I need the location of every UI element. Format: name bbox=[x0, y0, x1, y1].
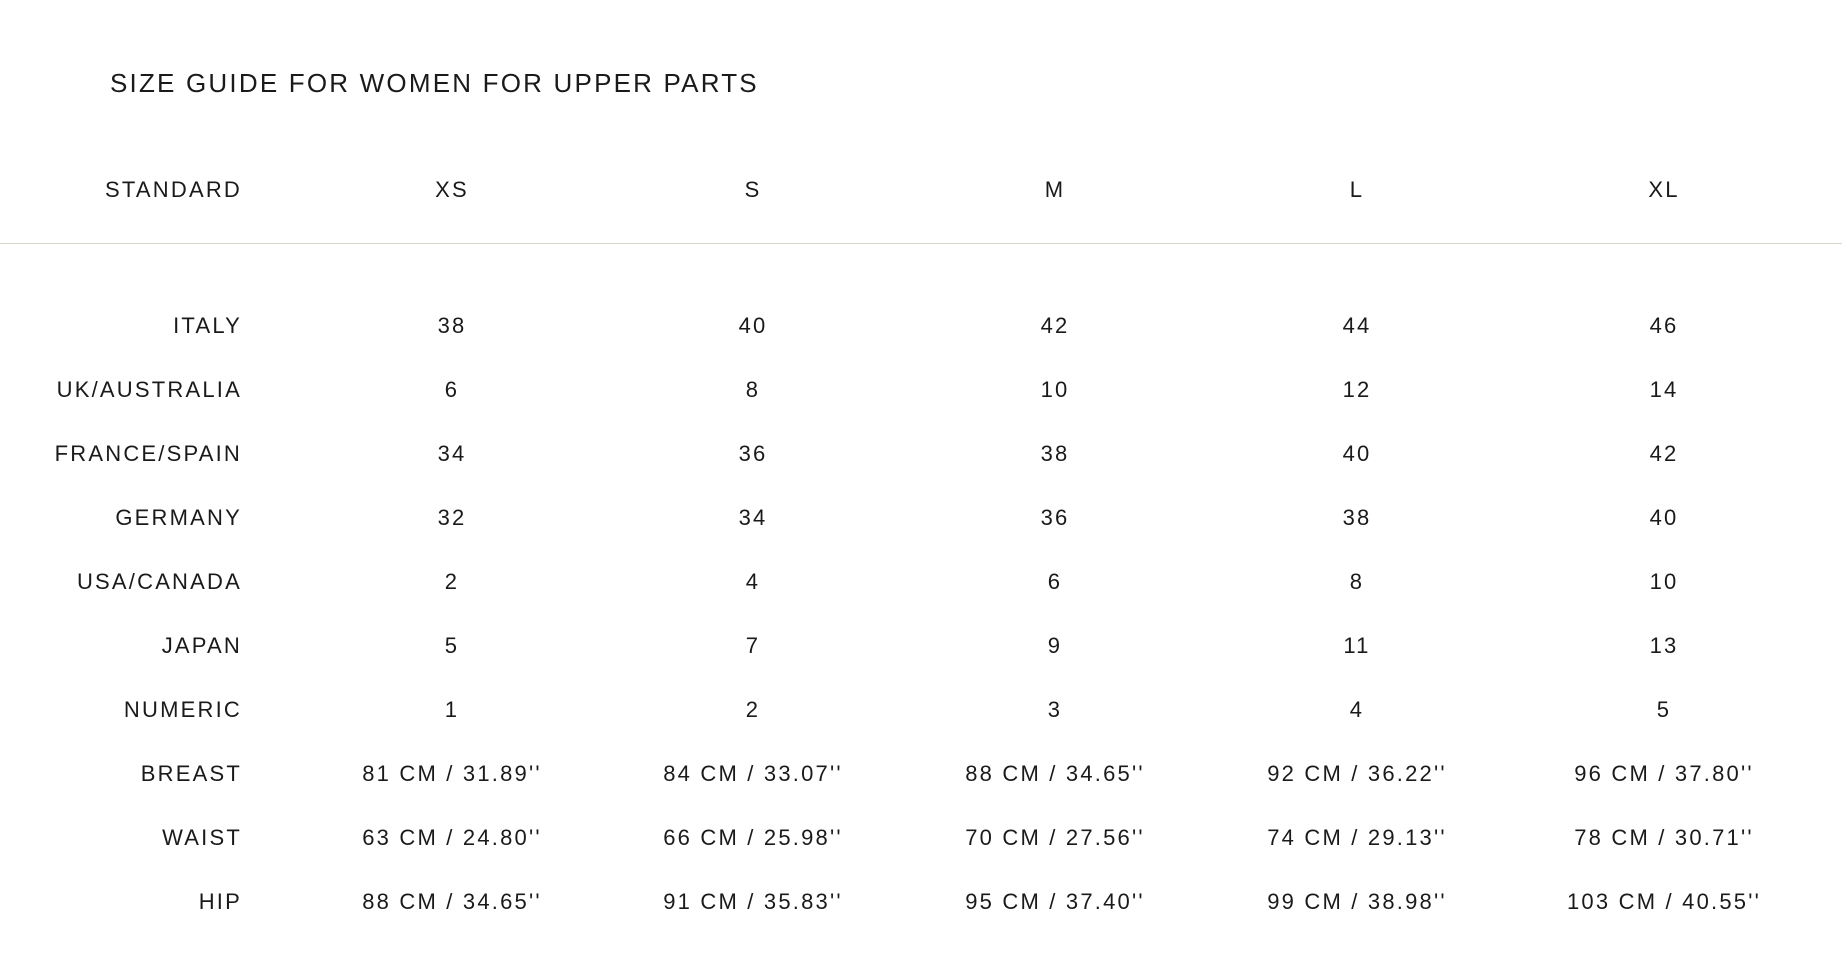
table-cell: 66 CM / 25.98'' bbox=[663, 825, 843, 850]
table-cell: 99 CM / 38.98'' bbox=[1267, 889, 1447, 914]
table-cell: 38 bbox=[1040, 441, 1070, 466]
table-cell: 70 CM / 27.56'' bbox=[965, 825, 1145, 850]
row-label: UK/AUSTRALIA bbox=[56, 377, 242, 402]
table-cell: 1 bbox=[444, 697, 460, 722]
table-row-usa-canada bbox=[0, 562, 1842, 602]
table-cell: 44 bbox=[1342, 313, 1372, 338]
size-header-m: M bbox=[1044, 177, 1066, 202]
table-cell: 6 bbox=[1047, 569, 1063, 594]
table-row-uk-australia bbox=[0, 370, 1842, 410]
table-row-germany bbox=[0, 498, 1842, 538]
table-cell: 88 CM / 34.65'' bbox=[362, 889, 542, 914]
table-row-hip bbox=[0, 882, 1842, 922]
header-row bbox=[0, 170, 1842, 210]
table-cell: 11 bbox=[1343, 633, 1371, 658]
table-cell: 8 bbox=[1349, 569, 1365, 594]
table-row-breast bbox=[0, 754, 1842, 794]
table-cell: 4 bbox=[1349, 697, 1365, 722]
table-cell: 40 bbox=[738, 313, 768, 338]
table-row-numeric bbox=[0, 690, 1842, 730]
table-cell: 2 bbox=[745, 697, 761, 722]
table-cell: 40 bbox=[1342, 441, 1372, 466]
table-cell: 95 CM / 37.40'' bbox=[965, 889, 1145, 914]
table-cell: 12 bbox=[1342, 377, 1372, 402]
table-cell: 9 bbox=[1047, 633, 1063, 658]
header-label: STANDARD bbox=[105, 177, 242, 202]
table-cell: 14 bbox=[1649, 377, 1679, 402]
table-cell: 13 bbox=[1649, 633, 1679, 658]
table-cell: 92 CM / 36.22'' bbox=[1267, 761, 1447, 786]
header-divider bbox=[0, 243, 1842, 244]
table-cell: 32 bbox=[437, 505, 467, 530]
row-label: NUMERIC bbox=[123, 697, 242, 722]
size-header-l: L bbox=[1349, 177, 1365, 202]
size-header-s: S bbox=[744, 177, 762, 202]
row-label: WAIST bbox=[162, 825, 242, 850]
page-title: SIZE GUIDE FOR WOMEN FOR UPPER PARTS bbox=[110, 68, 759, 98]
table-cell: 40 bbox=[1649, 505, 1679, 530]
table-cell: 84 CM / 33.07'' bbox=[663, 761, 843, 786]
table-cell: 81 CM / 31.89'' bbox=[362, 761, 542, 786]
row-label: USA/CANADA bbox=[76, 569, 242, 594]
table-row-france-spain bbox=[0, 434, 1842, 474]
table-cell: 6 bbox=[444, 377, 460, 402]
row-label: FRANCE/SPAIN bbox=[54, 441, 242, 466]
row-label: JAPAN bbox=[161, 633, 242, 658]
table-row-waist bbox=[0, 818, 1842, 858]
row-label: HIP bbox=[198, 889, 242, 914]
table-cell: 4 bbox=[745, 569, 761, 594]
table-row-japan bbox=[0, 626, 1842, 666]
row-label: GERMANY bbox=[115, 505, 242, 530]
table-cell: 42 bbox=[1040, 313, 1070, 338]
table-row-italy bbox=[0, 306, 1842, 346]
table-cell: 88 CM / 34.65'' bbox=[965, 761, 1145, 786]
table-cell: 74 CM / 29.13'' bbox=[1267, 825, 1447, 850]
table-cell: 34 bbox=[738, 505, 768, 530]
table-cell: 5 bbox=[444, 633, 460, 658]
table-cell: 3 bbox=[1047, 697, 1063, 722]
table-cell: 38 bbox=[1342, 505, 1372, 530]
table-cell: 103 CM / 40.55'' bbox=[1566, 889, 1762, 914]
table-cell: 38 bbox=[437, 313, 467, 338]
size-header-xs: XS bbox=[435, 177, 469, 202]
table-cell: 42 bbox=[1649, 441, 1679, 466]
table-cell: 36 bbox=[738, 441, 768, 466]
table-cell: 5 bbox=[1656, 697, 1672, 722]
table-cell: 36 bbox=[1040, 505, 1070, 530]
table-cell: 10 bbox=[1649, 569, 1679, 594]
table-cell: 7 bbox=[745, 633, 761, 658]
table-cell: 96 CM / 37.80'' bbox=[1574, 761, 1754, 786]
row-label: BREAST bbox=[140, 761, 242, 786]
table-cell: 91 CM / 35.83'' bbox=[663, 889, 843, 914]
table-cell: 46 bbox=[1649, 313, 1679, 338]
table-cell: 63 CM / 24.80'' bbox=[362, 825, 542, 850]
table-cell: 78 CM / 30.71'' bbox=[1574, 825, 1754, 850]
row-label: ITALY bbox=[173, 313, 242, 338]
table-cell: 8 bbox=[745, 377, 761, 402]
size-header-xl: XL bbox=[1648, 177, 1680, 202]
table-cell: 2 bbox=[444, 569, 460, 594]
table-cell: 34 bbox=[437, 441, 467, 466]
table-cell: 10 bbox=[1040, 377, 1070, 402]
